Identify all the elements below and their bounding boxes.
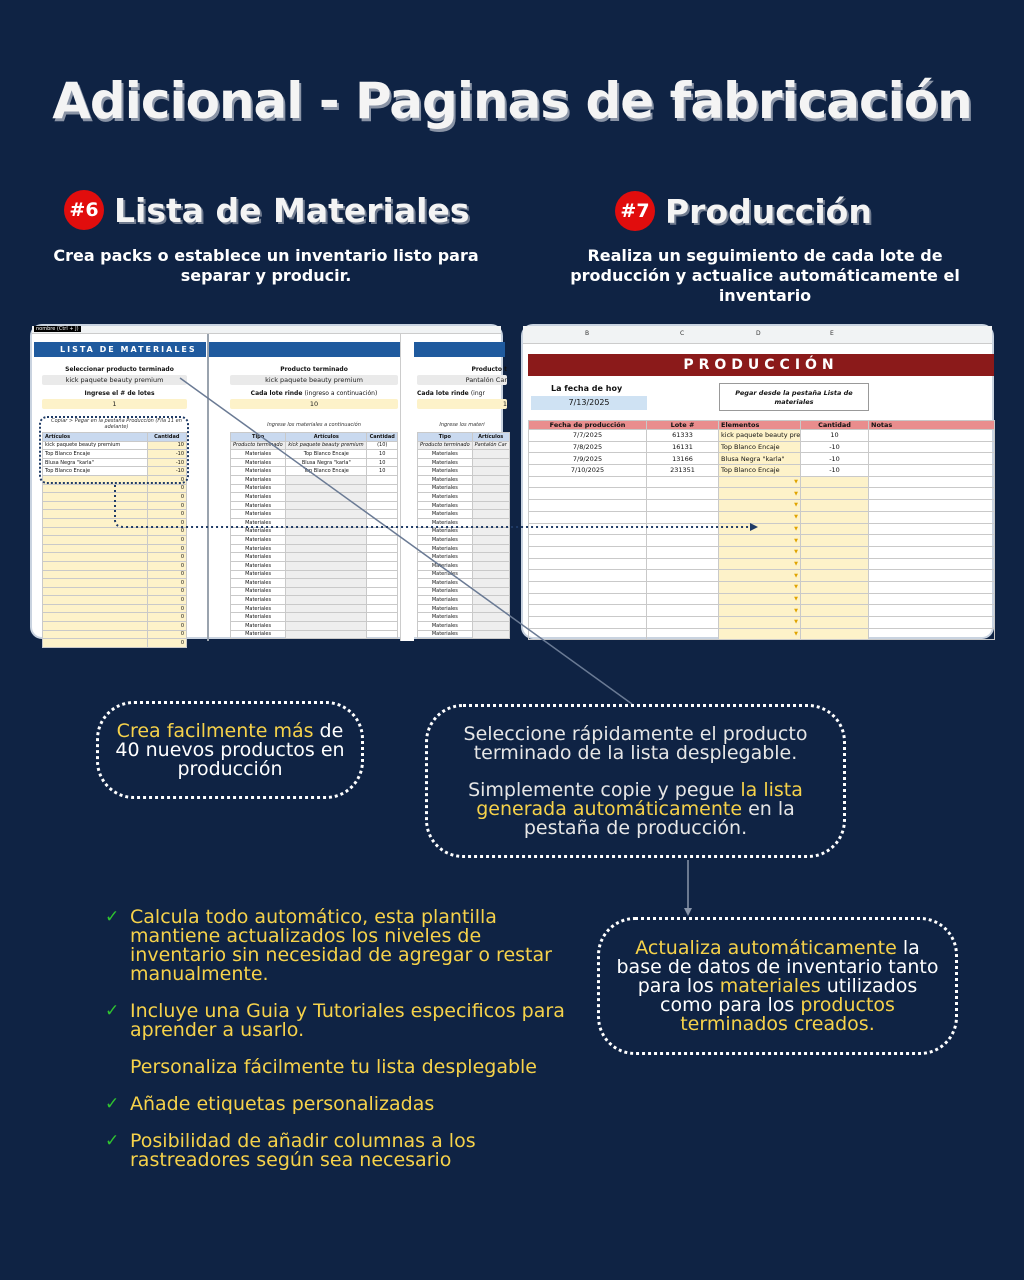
- tipo-cell: Materiales: [231, 604, 286, 613]
- cantidad-cell: -10: [801, 441, 869, 453]
- tipo-cell: Materiales: [418, 510, 473, 519]
- name-box[interactable]: nombre (Ctrl + J): [36, 326, 79, 332]
- section-7-title: Producción: [665, 191, 872, 231]
- tipo-cell: Materiales: [231, 587, 286, 596]
- tipo-cell: Materiales: [418, 493, 473, 502]
- page-title: Adicional - Paginas de fabricación: [52, 72, 972, 130]
- column-header: Lote #: [647, 421, 719, 430]
- produccion-banner: PRODUCCIÓN: [528, 354, 994, 376]
- tipo-cell: Materiales: [418, 622, 473, 631]
- bubble-create-products: Crea facilmente más de 40 nuevos productos en producción: [96, 701, 364, 799]
- tipo-cell: Materiales: [418, 613, 473, 622]
- tipo-cell: Materiales: [418, 544, 473, 553]
- articulo-cell: Blusa Negra "karla": [43, 458, 148, 467]
- cantidad-cell: 0: [147, 622, 186, 631]
- cantidad-cell: 0: [147, 544, 186, 553]
- feature-item: [105, 1058, 565, 1077]
- select-product-label: Seleccionar producto terminado: [65, 366, 174, 373]
- bubble-auto-update: Actualiza automáticamente la base de datos de inventario tanto para los materiales utilizados como para los productos terminados creados.: [597, 917, 958, 1055]
- cantidad-cell: 10: [147, 441, 186, 450]
- tipo-cell: Materiales: [231, 484, 286, 493]
- lote-rinde-label: Cada lote rinde (ingreso a continuación): [250, 390, 378, 397]
- tipo-cell: Materiales: [418, 604, 473, 613]
- cantidad-cell: 0: [147, 536, 186, 545]
- tipo-cell: Materiales: [418, 570, 473, 579]
- feature-text: Añade etiquetas personalizadas: [130, 1093, 435, 1115]
- feature-item: [105, 1002, 565, 1040]
- section-6-badge: #6: [64, 190, 104, 230]
- column-header: Fecha de producción: [529, 421, 647, 430]
- articulo-dropdown[interactable]: Blusa Negra "karla": [286, 458, 367, 467]
- cantidad-cell: 0: [147, 475, 186, 484]
- feature-item: [105, 1132, 565, 1170]
- chevron-down-icon: ▼: [794, 502, 798, 509]
- tipo-cell: Materiales: [231, 536, 286, 545]
- tipo-cell: Materiales: [418, 536, 473, 545]
- chevron-down-icon: ▼: [794, 631, 798, 638]
- cantidad-cell: 10: [367, 458, 398, 467]
- feature-text: Posibilidad de añadir columnas a los rastreadores según sea necesario: [130, 1130, 476, 1171]
- lote-cell: 13166: [647, 453, 719, 465]
- chevron-down-icon: ▼: [794, 537, 798, 544]
- fecha-cell: 7/9/2025: [529, 453, 647, 465]
- cantidad-cell: 0: [147, 570, 186, 579]
- ingrese-note: Ingrese los materiales a continuación: [267, 422, 361, 428]
- chevron-down-icon: ▼: [794, 560, 798, 567]
- check-icon: ✓: [105, 1001, 120, 1021]
- cantidad-cell: 0: [147, 613, 186, 622]
- recipe-table-2: Tipo Artículos Producto terminado Pantalón Car Materiales Materiales Materiales Materiales Materiales Materiales Materiales Materiales Materiales Materiales Materiales Materiales Materiales Materiales Materiales Materiales Materiales Materiales Materiales Materiales Materiales Materiales: [417, 432, 510, 639]
- bubble-select-product: Seleccione rápidamente el producto terminado de la lista desplegable. Simplemente copie y pegue la lista generada automáticamente en la pestaña de producción.: [425, 704, 846, 858]
- lote-rinde-input-2[interactable]: 1: [417, 399, 507, 409]
- tipo-cell: Materiales: [418, 450, 473, 459]
- tipo-cell: Materiales: [418, 596, 473, 605]
- elemento-cell: Top Blanco Encaje: [719, 465, 801, 477]
- cantidad-cell: 0: [147, 639, 186, 648]
- tipo-cell: Materiales: [231, 553, 286, 562]
- tipo-cell: Materiales: [231, 458, 286, 467]
- chevron-down-icon: ▼: [794, 525, 798, 532]
- fecha-label: La fecha de hoy: [551, 384, 623, 393]
- tipo-cell: Materiales: [418, 475, 473, 484]
- tipo-cell: Materiales: [418, 561, 473, 570]
- arrow-head: [750, 523, 758, 531]
- tipo-cell: Materiales: [418, 458, 473, 467]
- tipo-cell: Materiales: [231, 518, 286, 527]
- chevron-down-icon: ▼: [794, 549, 798, 556]
- articulo-dropdown[interactable]: Top Blanco Encaje: [286, 450, 367, 459]
- chevron-down-icon: ▼: [794, 595, 798, 602]
- pegar-note: Pegar desde la pestaña Lista de materiales: [719, 383, 869, 411]
- lista-materiales-banner: LISTA DE MATERIALES: [34, 342, 206, 357]
- finished-product-label-2: Producto t: [471, 366, 507, 373]
- chevron-down-icon: ▼: [794, 479, 798, 486]
- dotted-arrow: [115, 485, 750, 527]
- chevron-down-icon: ▼: [794, 572, 798, 579]
- fecha-value[interactable]: 7/13/2025: [531, 396, 647, 410]
- elemento-cell: Blusa Negra "karla": [719, 453, 801, 465]
- tipo-cell: Materiales: [418, 501, 473, 510]
- check-icon: ✓: [105, 1094, 120, 1114]
- cantidad-cell: 0: [147, 493, 186, 502]
- arrow-head: [684, 908, 692, 916]
- lote-rinde-label-2: Cada lote rinde (ingr: [417, 390, 485, 397]
- feature-item: [105, 1095, 565, 1114]
- column-bar: B C D E: [523, 326, 992, 344]
- section-7-badge: #7: [615, 191, 655, 231]
- tipo-cell: Materiales: [231, 622, 286, 631]
- tipo-cell: Materiales: [231, 630, 286, 639]
- tipo-cell: Materiales: [231, 527, 286, 536]
- finished-product-label: Producto terminado: [280, 366, 348, 373]
- elemento-cell: Top Blanco Encaje: [719, 441, 801, 453]
- chevron-down-icon: ▼: [794, 514, 798, 521]
- lotes-label: Ingrese el # de lotes: [84, 390, 155, 397]
- tipo-cell: Materiales: [231, 613, 286, 622]
- fecha-cell: 7/7/2025: [529, 430, 647, 442]
- lote-cell: 231351: [647, 465, 719, 477]
- articulo-cell: kick paquete beauty premium: [43, 441, 148, 450]
- cantidad-cell: 0: [147, 587, 186, 596]
- ingrese-note-2: Ingrese los materi: [439, 422, 485, 428]
- finished-product-dropdown-2[interactable]: Pantalón Car: [417, 375, 507, 385]
- check-icon: ✓: [105, 1131, 120, 1151]
- column-header: Cantidad: [801, 421, 869, 430]
- lote-cell: 61333: [647, 430, 719, 442]
- cantidad-cell: 0: [147, 510, 186, 519]
- feature-text: Calcula todo automático, esta plantilla mantiene actualizados los niveles de inventario sin necesidad de agregar o restar manualmente.: [130, 906, 552, 985]
- fecha-cell: 7/8/2025: [529, 441, 647, 453]
- section-6-title: Lista de Materiales: [114, 190, 470, 230]
- tipo-cell: Materiales: [231, 510, 286, 519]
- lotes-input[interactable]: 1: [42, 399, 187, 409]
- column-header: Elementos: [719, 421, 801, 430]
- cantidad-cell: 0: [147, 518, 186, 527]
- tipo-cell: Materiales: [418, 518, 473, 527]
- tipo-cell: Materiales: [418, 587, 473, 596]
- check-icon: ✓: [105, 907, 120, 927]
- feature-text: Incluye una Guia y Tutoriales especificos para aprender a usarlo.: [130, 1000, 565, 1041]
- tipo-cell: Materiales: [418, 484, 473, 493]
- cantidad-cell: 10: [801, 430, 869, 442]
- tipo-cell: Materiales: [231, 475, 286, 484]
- tipo-cell: Materiales: [231, 493, 286, 502]
- chevron-down-icon: ▼: [794, 584, 798, 591]
- finished-product-dropdown[interactable]: kick paquete beauty premium: [230, 375, 398, 385]
- tipo-cell: Materiales: [231, 544, 286, 553]
- cantidad-cell: -10: [147, 467, 186, 476]
- section-6-description: Crea packs o establece un inventario listo para separar y producir.: [53, 246, 479, 285]
- tipo-cell: Materiales: [231, 450, 286, 459]
- tipo-cell: Materiales: [418, 579, 473, 588]
- lote-cell: 16131: [647, 441, 719, 453]
- chevron-down-icon: ▼: [794, 607, 798, 614]
- chevron-down-icon: ▼: [794, 619, 798, 626]
- recipe-table: Tipo Artículos Cantidad Producto terminado kick paquete beauty premium (10) Materiales Top Blanco Encaje 10 Materiales Blusa Negra "karla" 10 Materiales Top Blanco Encaje 10 Materiales Materiales Materiales Materiales Materiales Materiales Materiales Materiales Materiales Materiales Materiales Materiales Materiales Materiales Materiales Materiales Materiales Materiales Materiales: [230, 432, 398, 639]
- copy-note: Copiar > Pegar en la pestaña Producción (Fila 11 en adelante): [51, 418, 182, 430]
- lote-rinde-input[interactable]: 10: [230, 399, 398, 409]
- cantidad-cell: 0: [147, 561, 186, 570]
- tipo-cell: Materiales: [418, 553, 473, 562]
- features-list: [105, 908, 565, 1188]
- cantidad-cell: 0: [147, 604, 186, 613]
- tipo-cell: Materiales: [231, 467, 286, 476]
- materials-list-table: Artículos Cantidad kick paquete beauty premium 10 Top Blanco Encaje -10 Blusa Negra "karla" -10 Top Blanco Encaje -10 0 0 0 0 0 0 0 0 0 0 0 0 0 0 0 0 0 0 0 0: [42, 432, 187, 648]
- cantidad-cell: -10: [801, 465, 869, 477]
- tipo-cell: Materiales: [231, 561, 286, 570]
- chevron-down-icon: ▼: [794, 490, 798, 497]
- cantidad-cell: 0: [147, 553, 186, 562]
- feature-text: Personaliza fácilmente tu lista desplegable: [130, 1056, 537, 1078]
- cantidad-cell: -10: [147, 450, 186, 459]
- tipo-cell: Materiales: [231, 596, 286, 605]
- feature-item: [105, 908, 565, 984]
- cantidad-cell: -10: [147, 458, 186, 467]
- tipo-cell: Materiales: [418, 527, 473, 536]
- tipo-cell: Materiales: [231, 579, 286, 588]
- column-header: Notas: [869, 421, 995, 430]
- section-7-description: Realiza un seguimiento de cada lote de producción y actualice automáticamente el inventario: [570, 246, 960, 305]
- fecha-cell: 7/10/2025: [529, 465, 647, 477]
- cantidad-cell: 0: [147, 579, 186, 588]
- tipo-cell: Materiales: [418, 630, 473, 639]
- articulo-cell: Top Blanco Encaje: [43, 450, 148, 459]
- articulo-cell: Top Blanco Encaje: [43, 467, 148, 476]
- cantidad-cell: 0: [147, 484, 186, 493]
- cantidad-cell: 10: [367, 450, 398, 459]
- articulo-dropdown[interactable]: Top Blanco Encaje: [286, 467, 367, 476]
- tipo-cell: Materiales: [418, 467, 473, 476]
- cantidad-cell: 0: [147, 527, 186, 536]
- check-icon: [105, 1058, 130, 1077]
- cantidad-cell: 10: [367, 467, 398, 476]
- connector-line: [180, 378, 632, 704]
- cantidad-cell: 0: [147, 596, 186, 605]
- cantidad-cell: -10: [801, 453, 869, 465]
- tipo-cell: Materiales: [231, 501, 286, 510]
- tipo-cell: Materiales: [231, 570, 286, 579]
- product-dropdown[interactable]: kick paquete beauty premium: [42, 375, 187, 385]
- elemento-cell: kick paquete beauty pre: [719, 430, 801, 442]
- cantidad-cell: 0: [147, 630, 186, 639]
- cantidad-cell: 0: [147, 501, 186, 510]
